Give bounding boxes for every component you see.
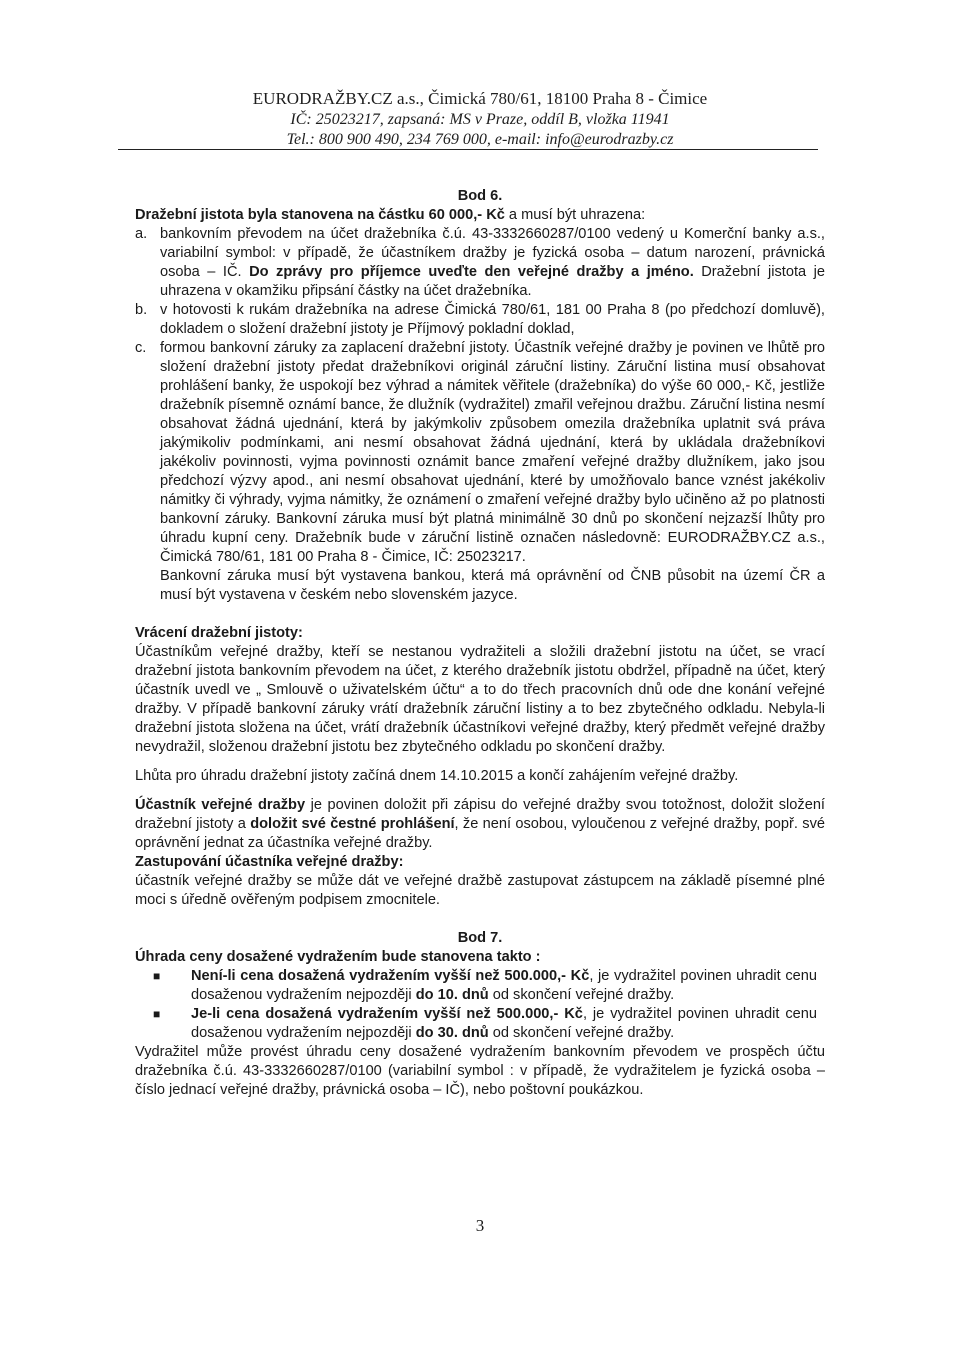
list-text-b: v hotovosti k rukám dražebníka na adrese Čimická 780/61, 181 00 Praha 8 (po předchozí domluvě), dokladem o složení dražební jistoty je Příjmový pokladní doklad, bbox=[160, 302, 825, 337]
bod7-heading: Úhrada ceny dosažené vydražením bude stanovena takto : bbox=[135, 949, 541, 965]
list-text-a bbox=[160, 225, 825, 301]
section-title-bod7: Bod 7. bbox=[457, 930, 503, 946]
letterhead-registration: IČ: 25023217, zapsaná: MS v Praze, oddíl B, vložka 11941 bbox=[290, 111, 670, 128]
bullet-text-1 bbox=[191, 967, 825, 1005]
bod6-intro bbox=[135, 206, 825, 225]
spacer bbox=[135, 757, 825, 767]
ucastnik-text2: , že není osobou, vyloučenou z veřejné dražby, popř. své oprávnění jednat za účastníka veřejné dražby. bbox=[135, 816, 825, 851]
bullet-square-icon: ■ bbox=[153, 1007, 161, 1021]
bullet-2-text2: od skončení veřejné dražby. bbox=[488, 1025, 675, 1041]
bullet-text-2 bbox=[191, 1005, 825, 1043]
ucastnik-bold2: doložit své čestné prohlášení bbox=[250, 816, 455, 832]
document-body bbox=[135, 187, 825, 1100]
list-text-c bbox=[160, 339, 825, 605]
bullet-2-bold1: Je-li cena dosažená vydražením vyšší než 500.000,- Kč bbox=[191, 1006, 583, 1022]
list-label-b: b. bbox=[135, 302, 148, 318]
bullet-square-icon: ■ bbox=[153, 969, 161, 983]
header-divider bbox=[118, 149, 818, 150]
bullet-1-bold1: Není-li cena dosažená vydražením vyšší než 500.000,- Kč bbox=[191, 968, 590, 984]
letterhead-contact: Tel.: 800 900 490, 234 769 000, e-mail: info@eurodrazby.cz bbox=[286, 131, 674, 148]
bod7-closing: Vydražitel může provést úhradu ceny dosažené vydražením bankovním převodem ve prospěch účtu dražebníka č.ú. 43-3332660287/0100 (variabilní symbol : v případě, že vydražitelem je fyzická osoba – číslo jednací veřejné dražby, právnická osoba – IČ), nebo poštovní poukázkou. bbox=[135, 1044, 825, 1098]
lhuta-text: Lhůta pro úhradu dražební jistoty začíná dnem 14.10.2015 a končí zahájením veřejné dražby. bbox=[135, 768, 739, 784]
list-text-a-part1: bankovním převodem na účet dražebníka č.ú. 43-3332660287/0100 vedený u Komerční banky a.s., variabilní symbol: v případě, že účastníkem dražby je fyzická osoba – datum narození, právnická osoba – IČ. bbox=[160, 226, 825, 280]
bullet-2-bold2: do 30. dnů bbox=[415, 1025, 489, 1041]
letterhead bbox=[0, 88, 960, 150]
list-label-c: c. bbox=[135, 340, 147, 356]
list-item-c bbox=[135, 339, 825, 605]
section-title-bod6: Bod 6. bbox=[457, 188, 503, 204]
list-text-a-bold: Do zprávy pro příjemce uveďte den veřejné dražby a jméno. bbox=[249, 264, 694, 280]
letterhead-company: EURODRAŽBY.CZ a.s., Čimická 780/61, 18100 Praha 8 - Čimice bbox=[252, 89, 708, 108]
list-item-b bbox=[135, 301, 825, 339]
bullet-item-1 bbox=[153, 967, 825, 1005]
vraceni-heading: Vrácení dražební jistoty: bbox=[135, 625, 303, 641]
ucastnik-text bbox=[135, 796, 825, 853]
spacer bbox=[135, 605, 825, 624]
bullet-item-2 bbox=[153, 1005, 825, 1043]
list-label-a: a. bbox=[135, 226, 148, 242]
zastupovani-text: účastník veřejné dražby se může dát ve veřejné dražbě zastupovat zástupcem na základě písemné plné moci s úředně ověřeným podpisem zmocnitele. bbox=[135, 873, 825, 908]
bullet-2-text1: , je vydražitel povinen uhradit cenu dosaženou vydražením nejpozději bbox=[191, 1006, 818, 1041]
ucastnik-text1: je povinen doložit při zápisu do veřejné dražby svou totožnost, doložit složení dražební jistoty a bbox=[135, 797, 825, 832]
bullet-1-text1: , je vydražitel povinen uhradit cenu dosaženou vydražením nejpozději bbox=[191, 968, 818, 1003]
bod6-intro-rest: a musí být uhrazena: bbox=[504, 207, 646, 223]
page-number: 3 bbox=[475, 1216, 485, 1235]
spacer bbox=[135, 786, 825, 796]
zastupovani-heading: Zastupování účastníka veřejné dražby: bbox=[135, 854, 404, 870]
list-item-a bbox=[135, 225, 825, 301]
bullet-1-text2: od skončení veřejné dražby. bbox=[488, 987, 675, 1003]
ucastnik-bold1: Účastník veřejné dražby bbox=[135, 797, 306, 813]
bod6-intro-bold: Dražební jistota byla stanovena na částku 60 000,- Kč bbox=[135, 207, 505, 223]
list-text-a-part2: Dražební jistota je uhrazena v okamžiku připsání částky na účet dražebníka. bbox=[160, 264, 825, 299]
list-text-c-part1: formou bankovní záruky za zaplacení dražební jistoty. Účastník veřejné dražby je povinen ve lhůtě pro složení dražební jistoty předat dražebníkovi originál záruční listiny. Záruční listina musí obsahovat prohlášení banky, že uspokojí bez výhrad a námitek věřitele (dražebníka) do výše 60 000,- Kč, jestliže dražebník písemně oznámí bance, že dlužník (vydražitel) zmařil veřejnou dražbu. Záruční listina nesmí obsahovat žádná ujednání, která by jakýmkoliv způsobem omezila dražebníka uplatnit svá práva jakýmikoliv podmínkami, ani nesmí obsahovat žádná ujednání, která by ukládala dražebníkovi jakékoliv povinnosti, vyjma povinnosti oznámit bance zmaření veřejné dražby dlužníkem, jako jsou předchozí výzvy apod., ani nesmí obsahovat ujednání, které by umožňovalo bance vznést jakékoliv námitky či výhrady, vyjma námitky, že oznámení o zmaření veřejné dražby bylo učiněno až po platnosti bankovní záruky. Bankovní záruka musí být platná minimálně 30 dnů po skončení nejzazší lhůty pro úhradu kupní ceny. Dražebník bude v záruční listině označen následovně: EURODRAŽBY.CZ a.s., Čimická 780/61, 181 00 Praha 8 - Čimice, IČ: 25023217. bbox=[160, 340, 825, 565]
list-text-c-part2: Bankovní záruka musí být vystavena bankou, která má oprávnění od ČNB působit na území ČR a musí být vystavena v českém nebo slovenském jazyce. bbox=[160, 568, 825, 603]
vraceni-text: Účastníkům veřejné dražby, kteří se nestanou vydražiteli a složili dražební jistotu na účet, se vrací dražební jistota bankovním převodem na účet, z kterého dražebník jistotu obdržel, případně na účet, který účastník uvedl ve „ Smlouvě o uživatelském účtu“ a to do třech pracovních dnů ode dne konání veřejné dražby. V případě bankovní záruky vrátí dražebník záruční listiny a to bez zbytečného odkladu. Nebyla-li dražební jistota složena na účet, vrátí dražebník účastníkovi veřejné dražby, který předmět veřejné dražby nevydražil, složenou dražební jistotu bez zbytečného odkladu po skončení dražby. bbox=[135, 644, 825, 755]
spacer bbox=[135, 910, 825, 929]
bullet-1-bold2: do 10. dnů bbox=[415, 987, 489, 1003]
